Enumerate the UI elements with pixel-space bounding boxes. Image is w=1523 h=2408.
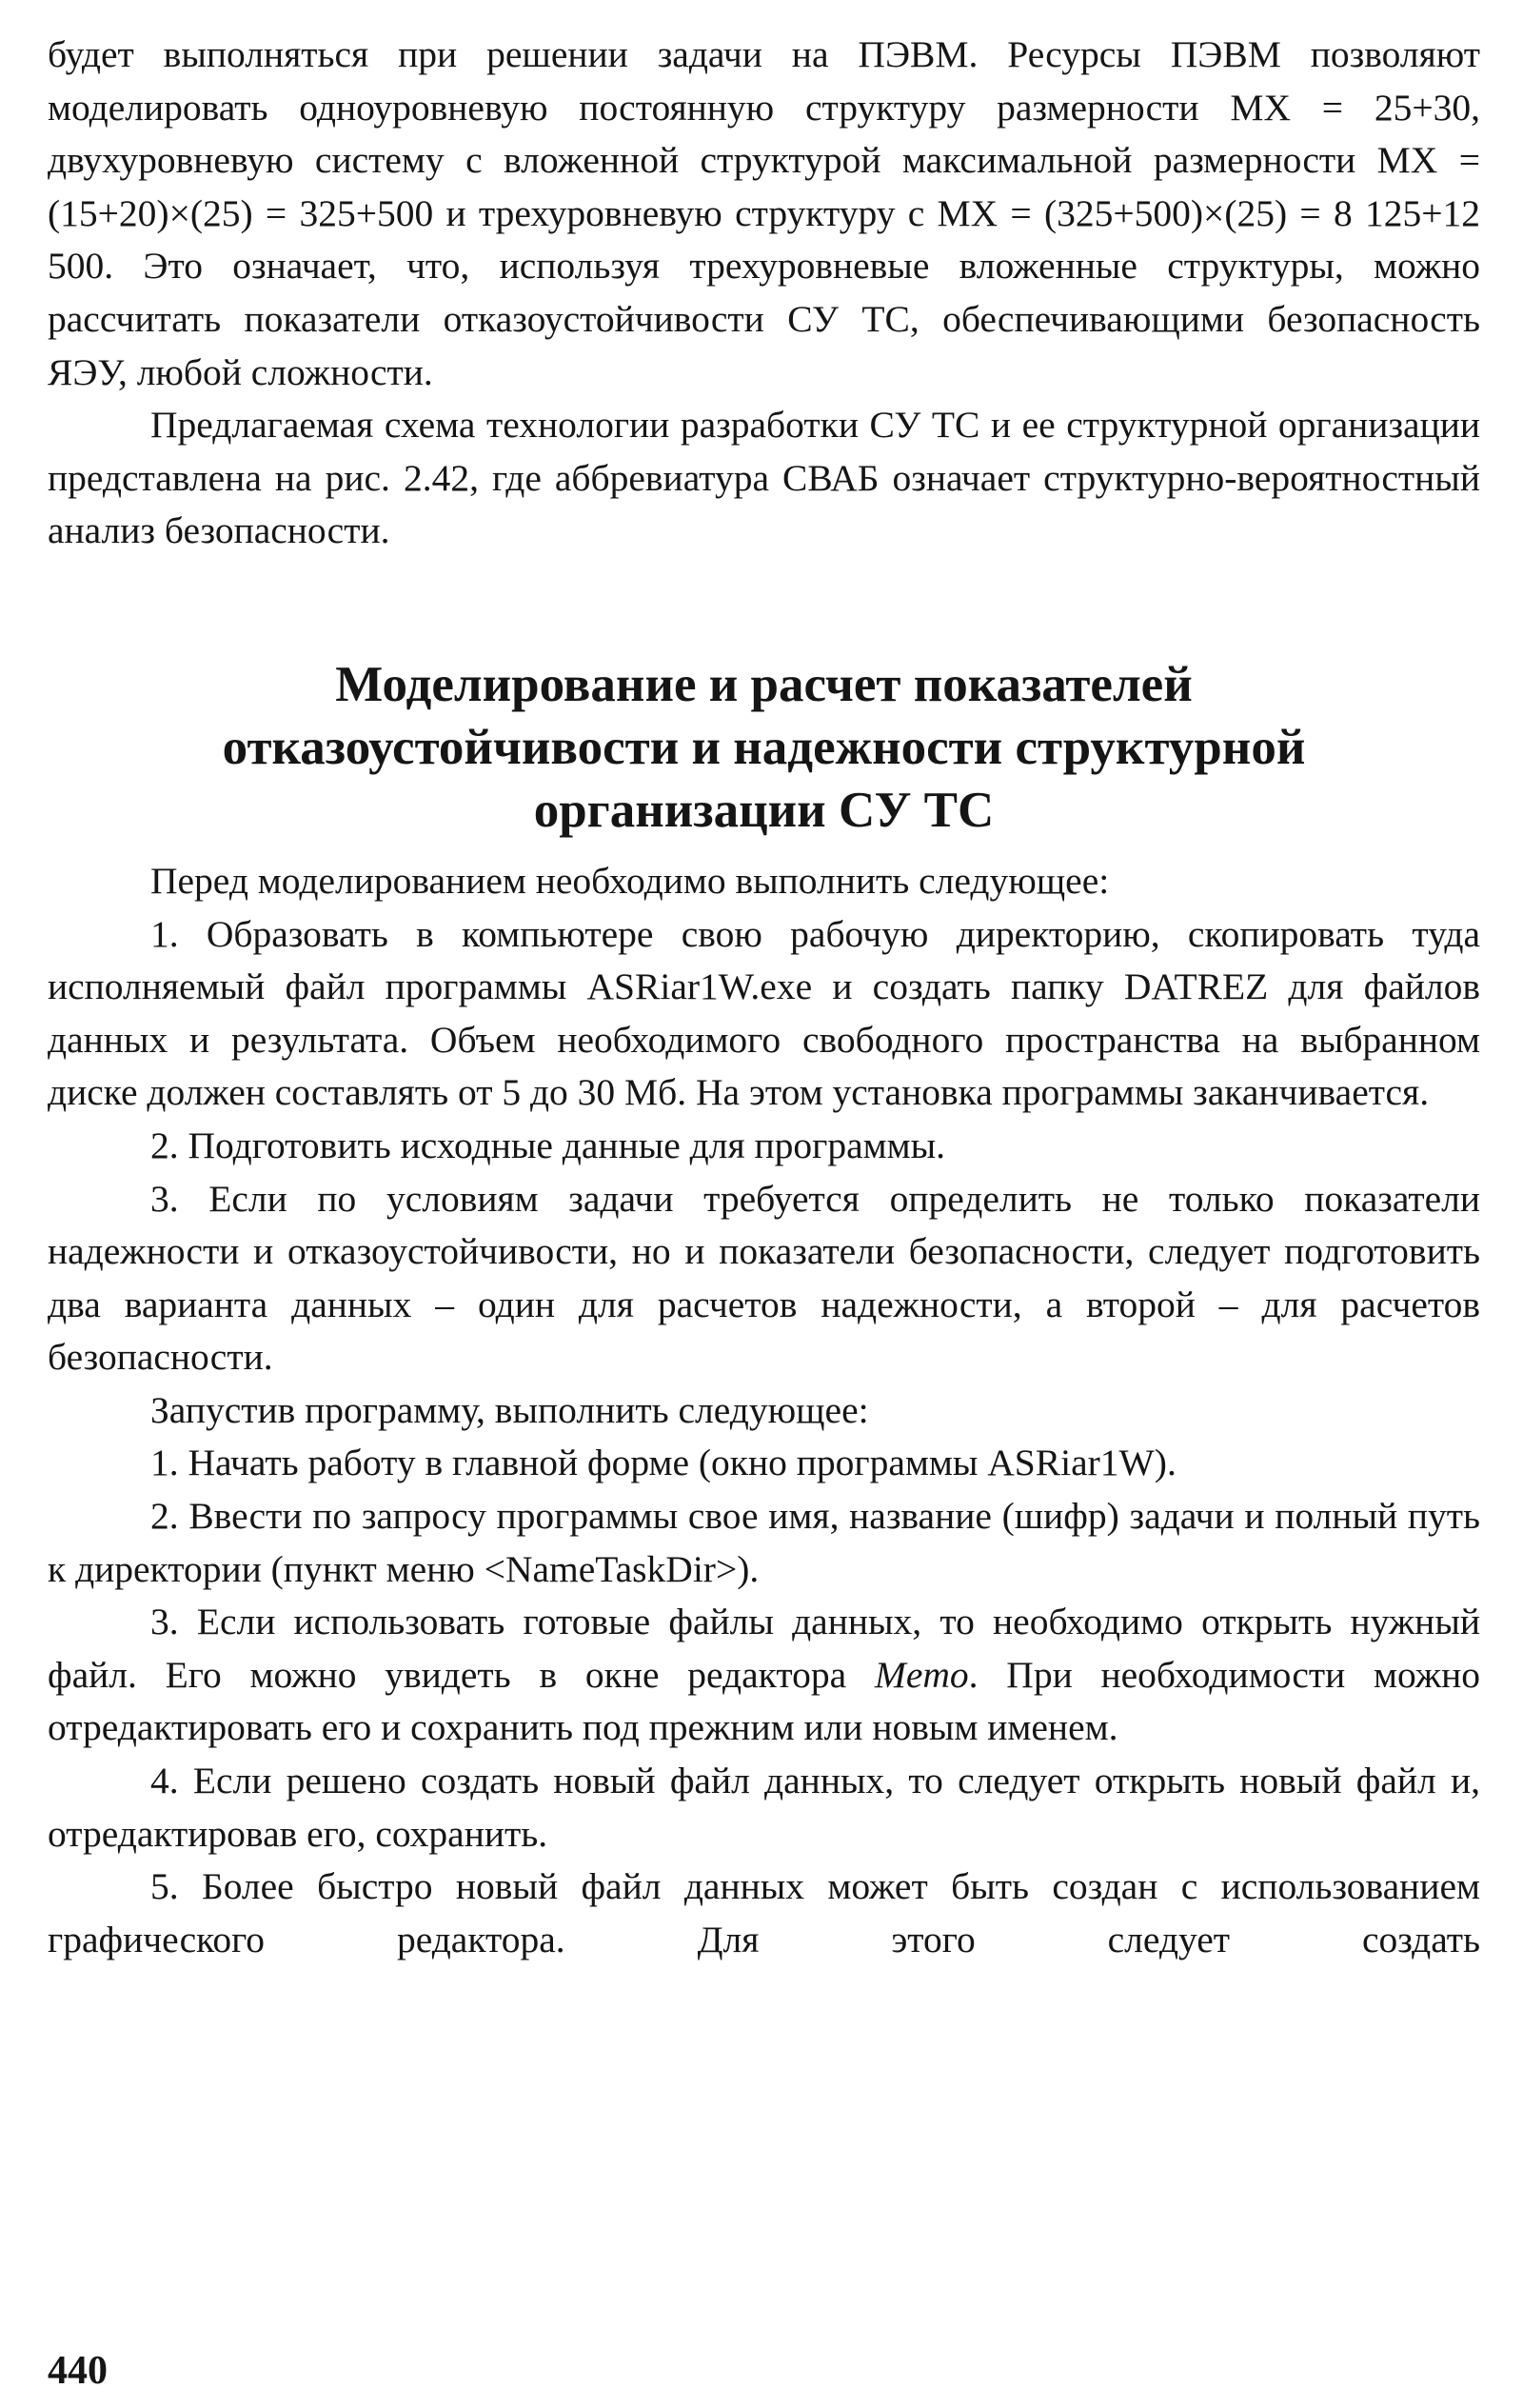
list-item-step-3: 3. Если по условиям задачи требуется определить не только показатели надежности и отказоустойчивости, но и показатели безопасности, следует подготовить два варианта данных – один для расчетов надежности, а второй – для расчетов безопасности. xyxy=(48,1177,1480,1379)
list-item-step-2: 2. Подготовить исходные данные для программы. xyxy=(150,1124,946,1166)
paragraph-run-intro: Запустив программу, выполнить следующее: xyxy=(150,1388,869,1431)
list-item-run-5: 5. Более быстро новый файл данных может быть создан с использованием графического редактора. Для этого следует создать xyxy=(48,1865,1480,1960)
page-number: 440 xyxy=(48,2349,108,2393)
list-item-run-4: 4. Если решено создать новый файл данных, то следует открыть новый файл и, отредактировав его, сохранить. xyxy=(48,1760,1480,1855)
heading-line-3: организации СУ ТС xyxy=(533,782,995,838)
heading-line-2: отказоустойчивости и надежности структурной xyxy=(222,719,1306,775)
paragraph-scheme: Предлагаемая схема технологии разработки СУ ТС и ее структурной организации представлена на рис. 2.42, где аббревиатура СВАБ означает структурно-вероятностный анализ безопасности. xyxy=(48,404,1480,552)
page-content xyxy=(48,29,1480,1966)
run-3-text-b: . При необходимости можно отредактировать его и сохранить под прежним или новым именем. xyxy=(48,1653,1480,1749)
list-item-run-1: 1. Начать работу в главной форме (окно программы ASRiar1W). xyxy=(150,1442,1177,1484)
run-3-text-a: 3. Если использовать готовые файлы данных, то необходимо открыть нужный файл. Его можно увидеть в окне редактора xyxy=(48,1601,1480,1696)
heading-line-1: Моделирование и расчет показателей xyxy=(335,656,1193,712)
paragraph-intro: Перед моделированием необходимо выполнить следующее: xyxy=(150,859,1110,902)
list-item-step-1: 1. Образовать в компьютере свою рабочую директорию, скопировать туда исполняемый файл программы ASRiar1W.exe и создать папку DATREZ для файлов данных и результата. Объем необходимого свободного пространства на выбранном диске должен составлять от 5 до 30 Мб. На этом установка программы заканчивается. xyxy=(48,912,1480,1114)
list-item-run-2: 2. Ввести по запросу программы свое имя, название (шифр) задачи и полный путь к директории (пункт меню <NameTaskDir>). xyxy=(48,1495,1480,1590)
list-item-run-3 xyxy=(48,1596,1480,1755)
paragraph-resources: будет выполняться при решении задачи на ПЭВМ. Ресурсы ПЭВМ позволяют моделировать одноуровневую постоянную структуру размерности MX = 25+30, двухуровневую систему с вложенной структурой максимальной размерности MX = (15+20)×(25) = 325+500 и трехуровневую структуру с MX = (325+500)×(25) = 8 125+12 500. Это означает, что, используя трехуровневые вложенные структуры, можно рассчитать показатели отказоустойчивости СУ ТС, обеспечивающими безопасность ЯЭУ, любой сложности. xyxy=(48,33,1480,393)
memo-editor-name: Memo xyxy=(874,1653,969,1696)
section-heading xyxy=(48,653,1480,842)
